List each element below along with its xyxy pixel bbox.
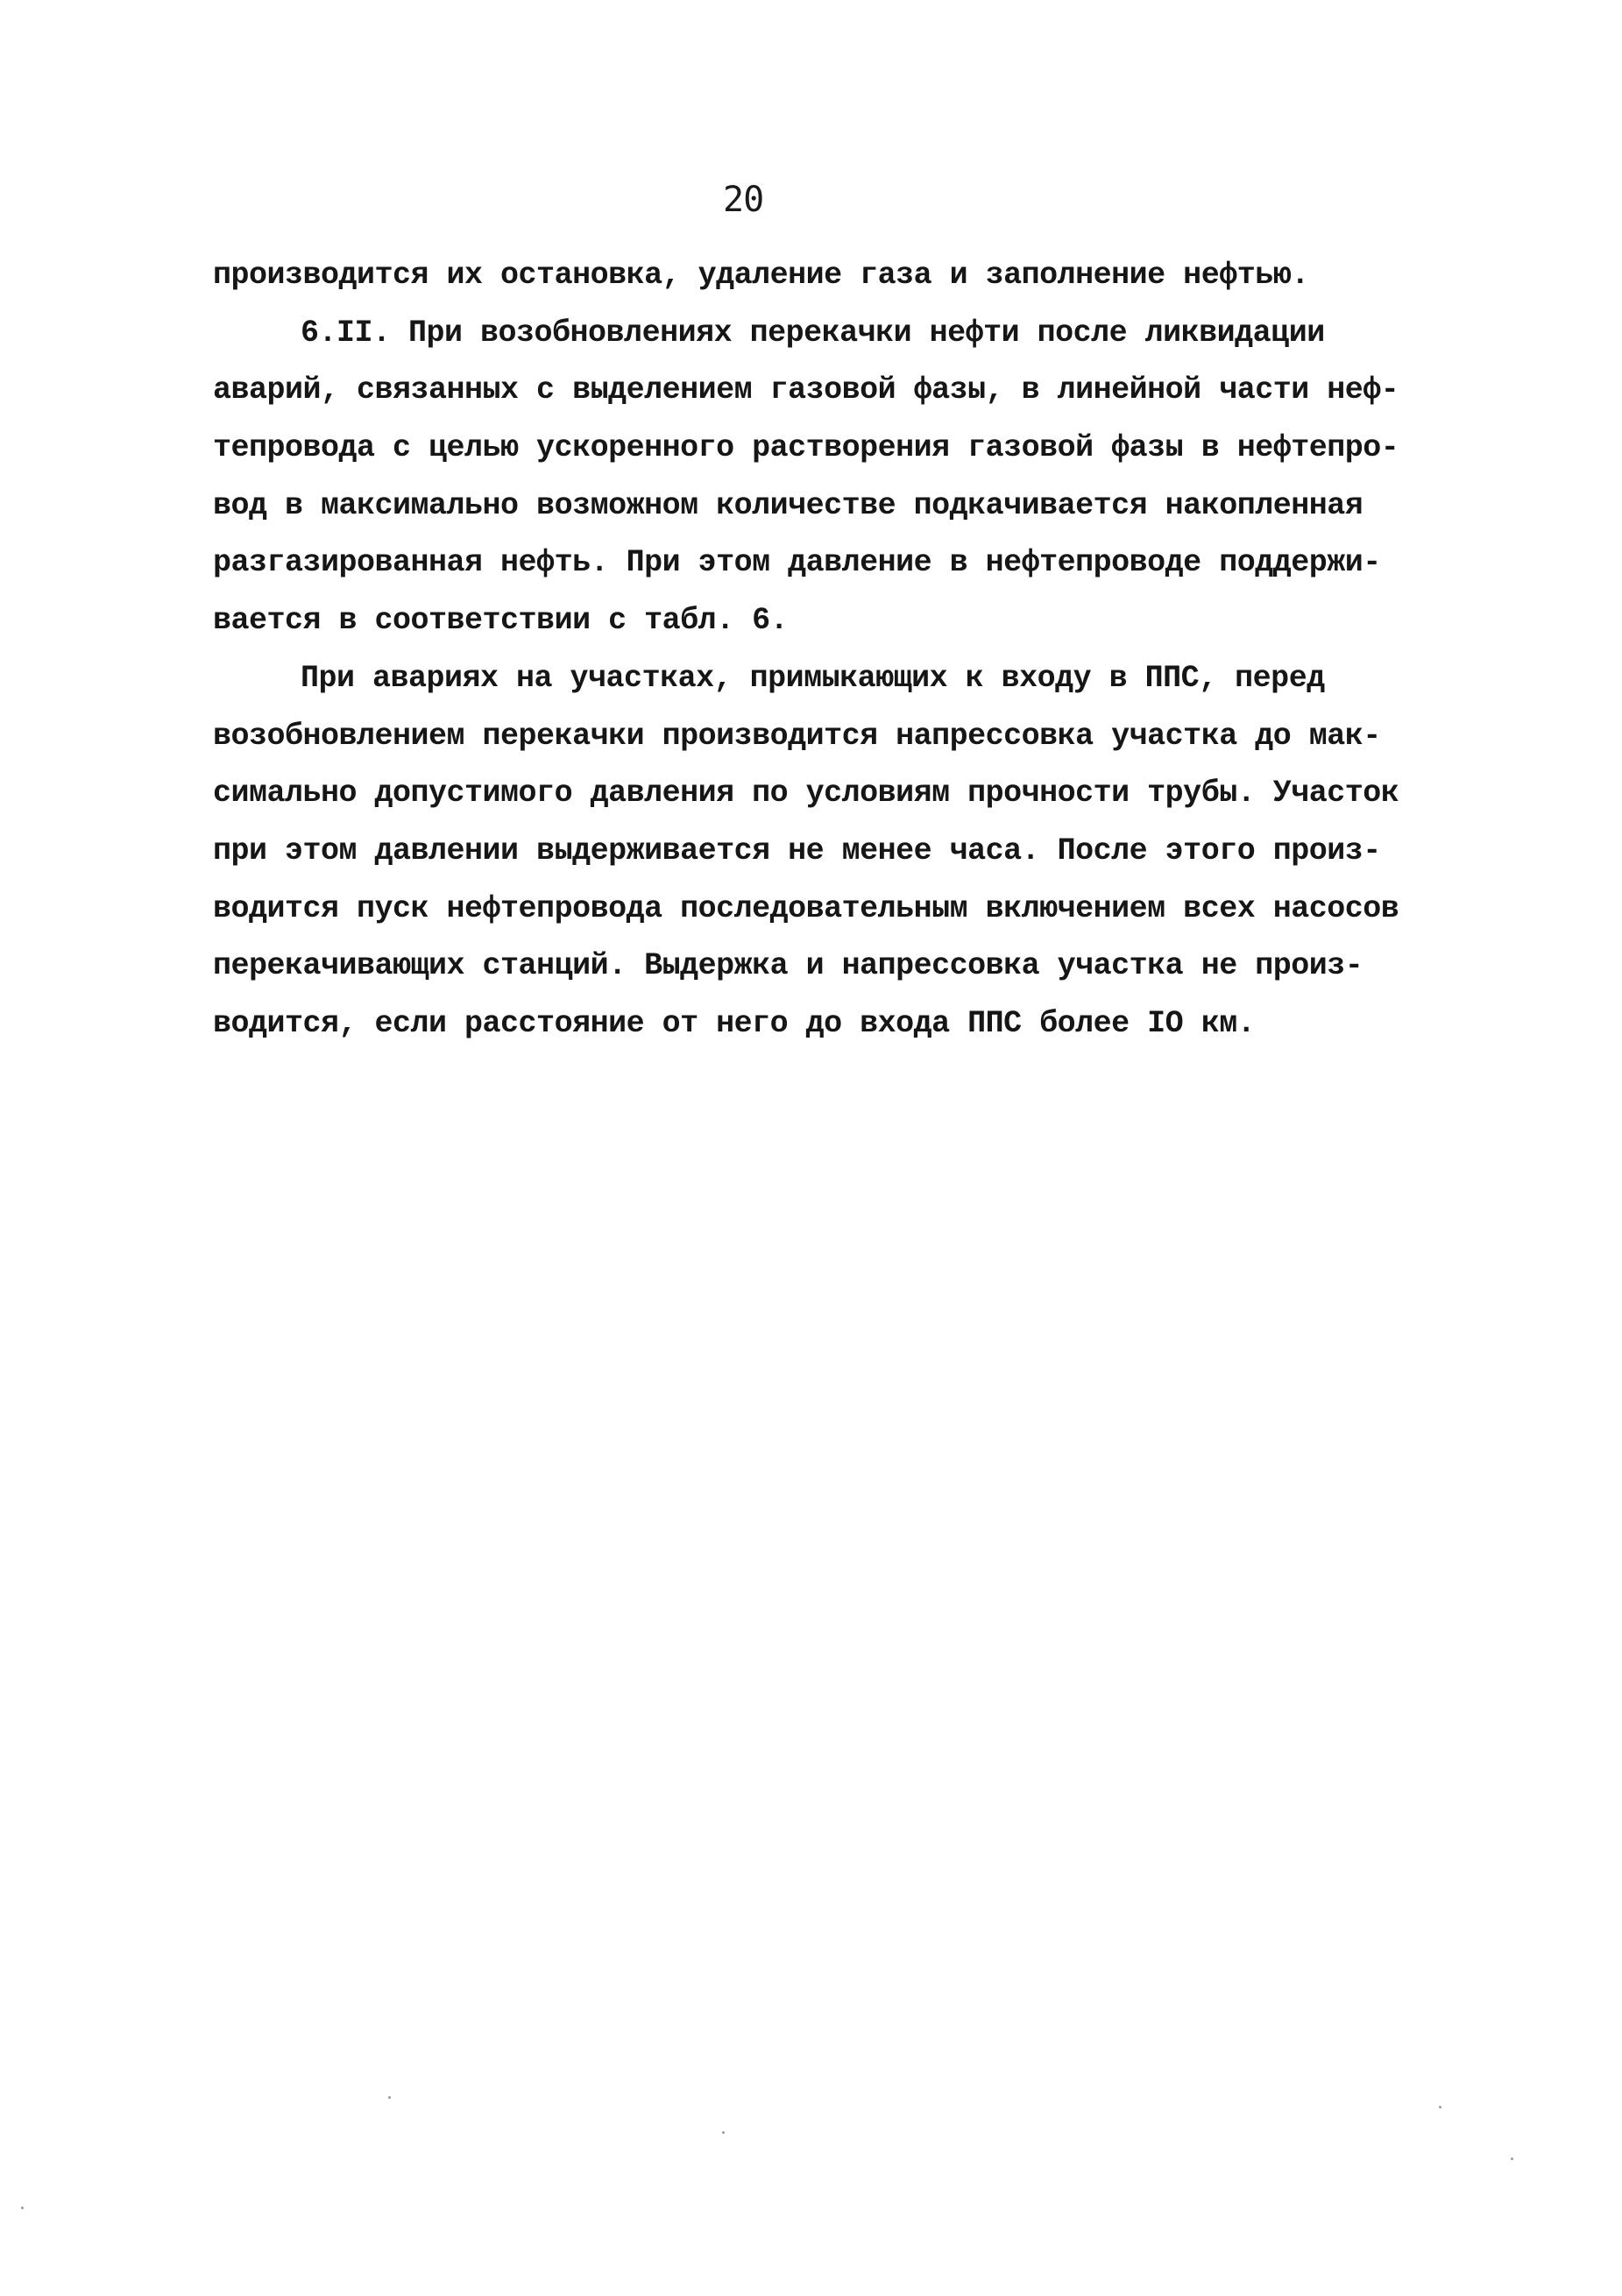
text-line: вается в соответствии с табл. 6.	[213, 603, 789, 639]
text-line: при этом давлении выдерживается не менее часа. После этого произ-	[213, 833, 1381, 868]
text-line: водится пуск нефтепровода последовательным включением всех насосов	[213, 890, 1399, 926]
body-text	[213, 247, 1413, 1053]
text-line-paragraph-start: При авариях на участках, примыкающих к входу в ППС, перед	[301, 660, 1325, 696]
text-line: тепровода с целью ускоренного растворения газовой фазы в нефтепро-	[213, 430, 1399, 466]
text-line: аварий, связанных с выделением газовой фазы, в линейной части неф-	[213, 372, 1399, 408]
page-number: 20	[723, 180, 764, 220]
text-line: перекачивающих станций. Выдержка и напрессовка участка не произ-	[213, 948, 1363, 984]
text-line: разгазированная нефть. При этом давление в нефтепроводе поддержи-	[213, 545, 1381, 581]
scan-speck	[722, 2131, 725, 2134]
scan-speck	[21, 2207, 24, 2209]
text-line: водится, если расстояние от него до входа ППС более IO км.	[213, 1005, 1256, 1041]
text-line: симально допустимого давления по условиям прочности трубы. Участок	[213, 776, 1399, 811]
text-line-paragraph-start: 6.II. При возобновлениях перекачки нефти после ликвидации	[301, 315, 1325, 351]
scan-speck	[1439, 2106, 1441, 2108]
text-line: возобновлением перекачки производится напрессовка участка до мак-	[213, 718, 1381, 754]
scan-speck	[388, 2096, 391, 2099]
text-line: производится их остановка, удаление газа и заполнение нефтью.	[213, 258, 1309, 293]
scan-speck	[1511, 2158, 1513, 2160]
text-line: вод в максимально возможном количестве подкачивается накопленная	[213, 487, 1363, 523]
